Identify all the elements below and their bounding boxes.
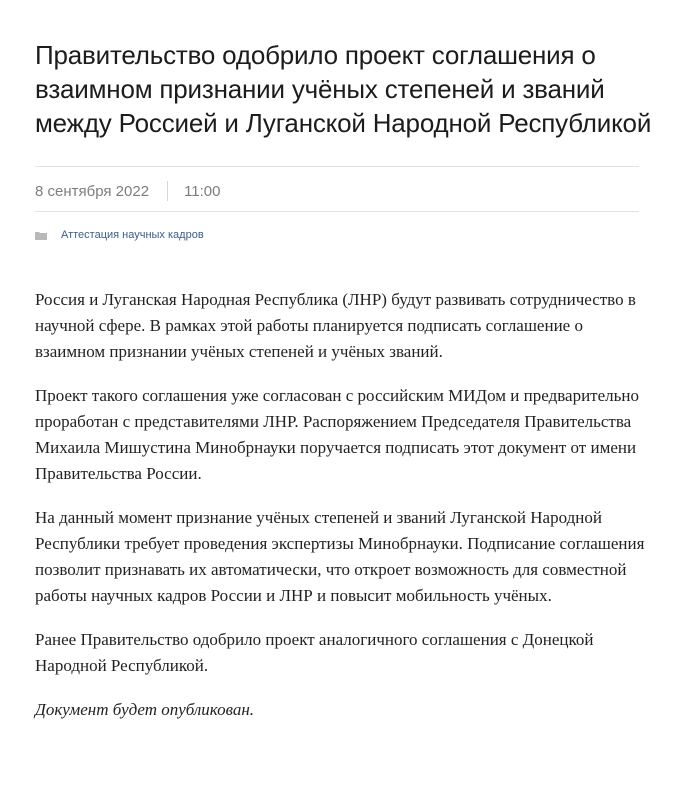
tag-link[interactable]: [35, 227, 204, 243]
article-date: 8 сентября 2022: [35, 182, 150, 200]
tag-label[interactable]: Аттестация научных кадров: [61, 229, 204, 241]
meta-separator: [167, 181, 168, 201]
article-body: [35, 287, 650, 741]
article-title: Правительство одобрило проект соглашения о взаимном признании учёных степеней и званий между Россией и Луганской Народной Республикой: [35, 40, 652, 138]
paragraph: Проект такого соглашения уже согласован с российским МИДом и предварительно проработан с представителями ЛНР. Распоряжением Председателя Правительства Михаила Мишустина Минобрнауки поручается подписать этот документ от имени Правительства России.: [35, 386, 639, 483]
divider-bottom: [35, 211, 639, 212]
divider-top: [35, 166, 639, 167]
article-meta: [35, 180, 221, 202]
paragraph: На данный момент признание учёных степеней и званий Луганской Народной Республики требует проведения экспертизы Минобрнауки. Подписание соглашения позволит признавать их автоматически, что откроет возможность для совместной работы научных кадров России и ЛНР и повысит мобильность учёных.: [35, 508, 645, 605]
article-time: 11:00: [184, 182, 221, 200]
publication-note: Документ будет опубликован.: [35, 700, 255, 719]
paragraph: Ранее Правительство одобрило проект аналогичного соглашения с Донецкой Народной Республикой.: [35, 630, 594, 675]
paragraph: Россия и Луганская Народная Республика (ЛНР) будут развивать сотрудничество в научной сфере. В рамках этой работы планируется подписать соглашение о взаимном признании учёных степеней и учёных званий.: [35, 290, 636, 361]
folder-icon: [35, 231, 47, 240]
